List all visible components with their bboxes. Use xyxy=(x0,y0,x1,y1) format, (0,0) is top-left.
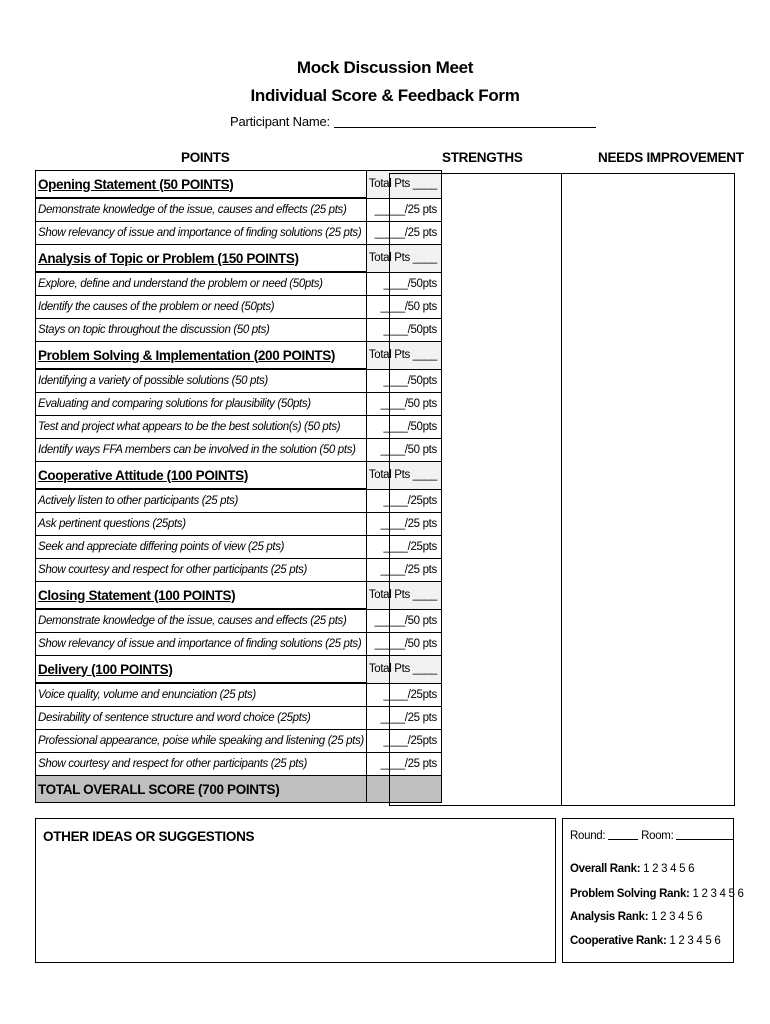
criterion-text: Show courtesy and respect for other participants (25 pts) xyxy=(36,559,367,582)
criterion-text: Show courtesy and respect for other participants (25 pts) xyxy=(36,753,367,776)
criterion-score-field[interactable]: ____/25pts xyxy=(366,489,441,513)
section-total-pts[interactable]: Total Pts ____ xyxy=(366,582,441,610)
section-header-row xyxy=(36,342,442,370)
rank-row xyxy=(570,888,744,900)
criterion-row xyxy=(36,707,442,730)
rank-box xyxy=(562,818,744,963)
round-room-row xyxy=(570,829,734,842)
other-ideas-label: OTHER IDEAS OR SUGGESTIONS xyxy=(43,829,255,844)
total-score-label: TOTAL OVERALL SCORE (700 POINTS) xyxy=(36,776,367,803)
criterion-text: Identify ways FFA members can be involved in the solution (50 pts) xyxy=(36,439,367,462)
criterion-score-field[interactable]: ____/25pts xyxy=(366,536,441,559)
section-header-row xyxy=(36,245,442,273)
rank-label: Cooperative Rank: xyxy=(570,935,667,947)
criterion-row xyxy=(36,683,442,707)
participant-name-row xyxy=(230,114,596,129)
room-field[interactable] xyxy=(676,829,734,840)
criterion-score-field[interactable]: ____/50pts xyxy=(366,319,441,342)
criterion-score-field[interactable]: ____/50pts xyxy=(366,416,441,439)
section-total-pts[interactable]: Total Pts ____ xyxy=(366,171,441,199)
criterion-text: Explore, define and understand the problem or need (50pts) xyxy=(36,272,367,296)
strengths-box[interactable] xyxy=(389,173,562,806)
criterion-text: Show relevancy of issue and importance of finding solutions (25 pts) xyxy=(36,633,367,656)
total-score-row xyxy=(36,776,442,803)
criterion-text: Stays on topic throughout the discussion (50 pts) xyxy=(36,319,367,342)
criterion-score-field[interactable]: _____/25 pts xyxy=(366,198,441,222)
section-title: Cooperative Attitude (100 POINTS) xyxy=(36,462,367,490)
criterion-score-field[interactable]: _____/50 pts xyxy=(366,633,441,656)
room-label: Room: xyxy=(641,830,674,842)
section-total-pts[interactable]: Total Pts ____ xyxy=(366,656,441,684)
criterion-score-field[interactable]: _____/25 pts xyxy=(366,222,441,245)
criterion-row xyxy=(36,319,442,342)
round-field[interactable] xyxy=(608,829,638,840)
criterion-row xyxy=(36,633,442,656)
criterion-score-field[interactable]: ____/25 pts xyxy=(366,513,441,536)
section-title: Analysis of Topic or Problem (150 POINTS) xyxy=(36,245,367,273)
criterion-row xyxy=(36,369,442,393)
strengths-column-header: STRENGTHS xyxy=(442,150,523,165)
criterion-row xyxy=(36,609,442,633)
criterion-row xyxy=(36,222,442,245)
criterion-row xyxy=(36,296,442,319)
section-total-pts[interactable]: Total Pts ____ xyxy=(366,245,441,273)
criterion-score-field[interactable]: ____/50 pts xyxy=(366,296,441,319)
criterion-text: Seek and appreciate differing points of view (25 pts) xyxy=(36,536,367,559)
section-total-pts[interactable]: Total Pts ____ xyxy=(366,342,441,370)
criterion-row xyxy=(36,393,442,416)
criterion-row xyxy=(36,753,442,776)
criterion-row xyxy=(36,198,442,222)
criterion-row xyxy=(36,416,442,439)
section-header-row xyxy=(36,582,442,610)
criterion-row xyxy=(36,730,442,753)
needs-improvement-box[interactable] xyxy=(561,173,735,806)
section-header-row xyxy=(36,656,442,684)
section-total-pts[interactable]: Total Pts ____ xyxy=(366,462,441,490)
criterion-row xyxy=(36,489,442,513)
criterion-text: Voice quality, volume and enunciation (25 pts) xyxy=(36,683,367,707)
rank-row xyxy=(570,863,694,875)
rank-options[interactable]: 1 2 3 4 5 6 xyxy=(692,888,744,900)
rank-label: Problem Solving Rank: xyxy=(570,888,690,900)
section-title: Closing Statement (100 POINTS) xyxy=(36,582,367,610)
form-title: Mock Discussion Meet xyxy=(296,58,474,77)
section-title: Opening Statement (50 POINTS) xyxy=(36,171,367,199)
criterion-text: Demonstrate knowledge of the issue, causes and effects (25 pts) xyxy=(36,198,367,222)
section-header-row xyxy=(36,171,442,199)
rank-label: Analysis Rank: xyxy=(570,911,649,923)
criterion-score-field[interactable]: ____/50 pts xyxy=(366,439,441,462)
criterion-text: Actively listen to other participants (25 pts) xyxy=(36,489,367,513)
criterion-row xyxy=(36,513,442,536)
form-subtitle: Individual Score & Feedback Form xyxy=(250,86,520,105)
criterion-text: Identify the causes of the problem or need (50pts) xyxy=(36,296,367,319)
criterion-score-field[interactable]: ____/25 pts xyxy=(366,707,441,730)
points-table xyxy=(35,170,442,803)
points-column-header: POINTS xyxy=(181,150,230,165)
criterion-score-field[interactable]: ____/50 pts xyxy=(366,393,441,416)
criterion-row xyxy=(36,439,442,462)
criterion-score-field[interactable]: ____/25 pts xyxy=(366,753,441,776)
criterion-score-field[interactable]: ____/25pts xyxy=(366,683,441,707)
rank-options[interactable]: 1 2 3 4 5 6 xyxy=(669,935,721,947)
criterion-score-field[interactable]: ____/25 pts xyxy=(366,559,441,582)
criterion-row xyxy=(36,272,442,296)
other-ideas-box[interactable] xyxy=(35,818,556,963)
criterion-text: Evaluating and comparing solutions for plausibility (50pts) xyxy=(36,393,367,416)
participant-name-field[interactable] xyxy=(334,115,596,128)
criterion-score-field[interactable]: ____/50pts xyxy=(366,272,441,296)
criterion-text: Show relevancy of issue and importance of finding solutions (25 pts) xyxy=(36,222,367,245)
criterion-text: Desirability of sentence structure and word choice (25pts) xyxy=(36,707,367,730)
criterion-text: Demonstrate knowledge of the issue, causes and effects (25 pts) xyxy=(36,609,367,633)
criterion-row xyxy=(36,559,442,582)
criterion-score-field[interactable]: ____/50pts xyxy=(366,369,441,393)
criterion-text: Ask pertinent questions (25pts) xyxy=(36,513,367,536)
criterion-text: Test and project what appears to be the best solution(s) (50 pts) xyxy=(36,416,367,439)
needs-improvement-column-header: NEEDS IMPROVEMENT xyxy=(598,150,744,165)
section-title: Problem Solving & Implementation (200 POINTS) xyxy=(36,342,367,370)
participant-name-label: Participant Name: xyxy=(230,114,330,129)
criterion-score-field[interactable]: ____/25pts xyxy=(366,730,441,753)
criterion-row xyxy=(36,536,442,559)
rank-options[interactable]: 1 2 3 4 5 6 xyxy=(643,863,695,875)
round-label: Round: xyxy=(570,830,606,842)
rank-label: Overall Rank: xyxy=(570,863,641,875)
criterion-text: Professional appearance, poise while speaking and listening (25 pts) xyxy=(36,730,367,753)
section-header-row xyxy=(36,462,442,490)
rank-row xyxy=(570,935,720,947)
criterion-text: Identifying a variety of possible solutions (50 pts) xyxy=(36,369,367,393)
rank-options[interactable]: 1 2 3 4 5 6 xyxy=(651,911,703,923)
criterion-score-field[interactable]: _____/50 pts xyxy=(366,609,441,633)
rank-row xyxy=(570,911,702,923)
section-title: Delivery (100 POINTS) xyxy=(36,656,367,684)
